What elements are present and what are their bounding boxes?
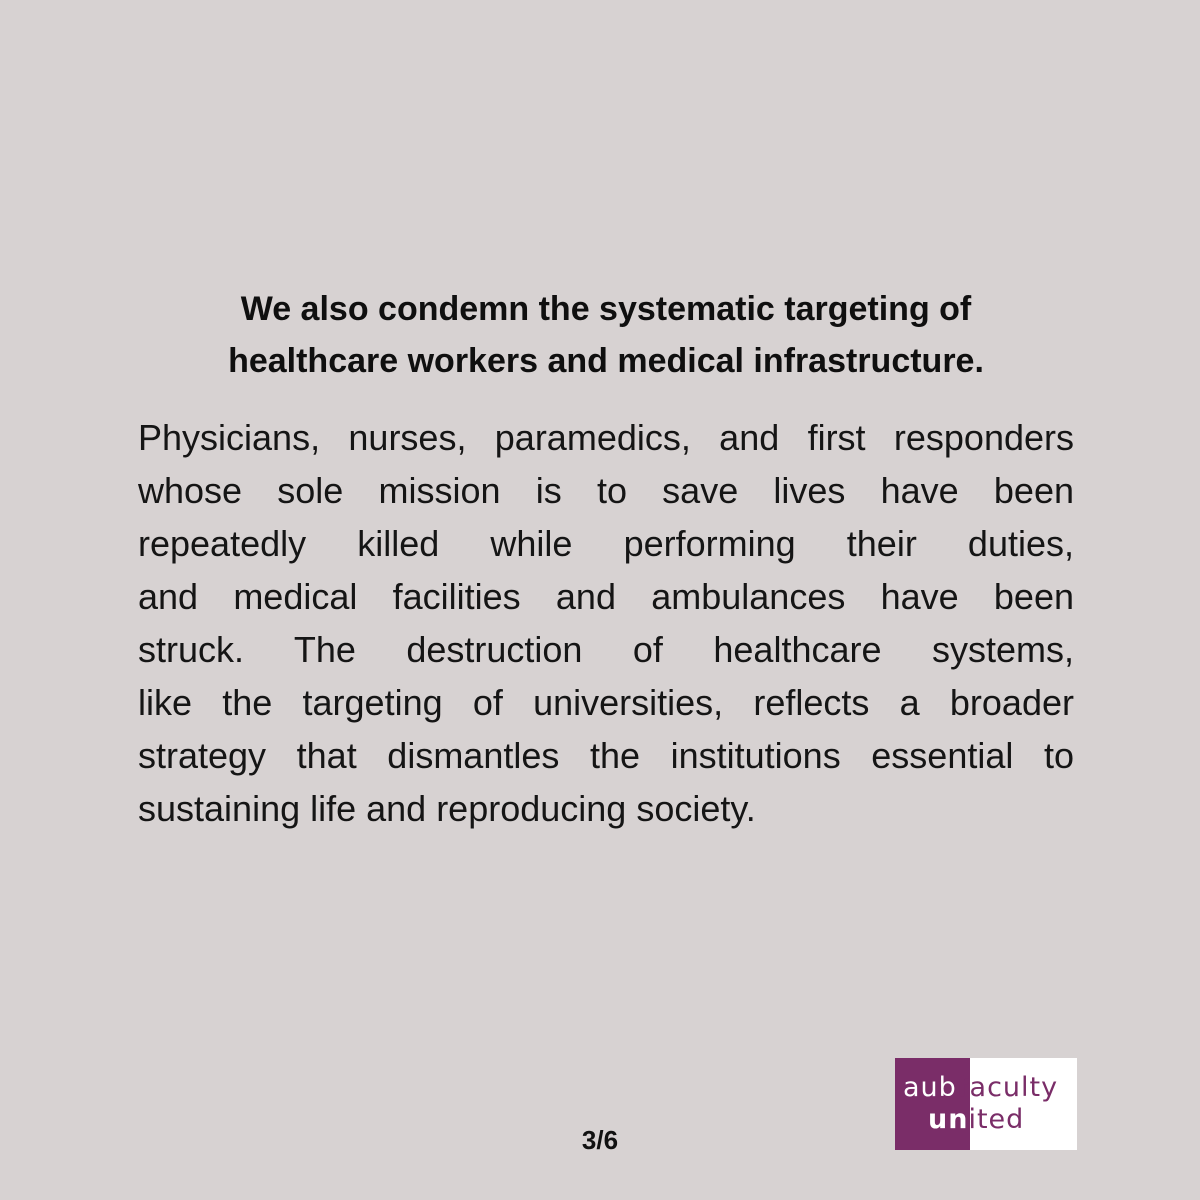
logo-text-ited: ited xyxy=(968,1104,1025,1135)
logo-text-un: un xyxy=(928,1104,969,1135)
logo-text-aub: aub xyxy=(903,1072,957,1103)
body-line: struck. The destruction of healthcare systems, xyxy=(138,629,1074,670)
body-line: Physicians, nurses, paramedics, and first responders xyxy=(138,417,1074,458)
headline-line: We also condemn the systematic targeting of xyxy=(240,290,972,328)
headline xyxy=(138,283,1074,387)
logo-line-bottom xyxy=(928,1104,1024,1135)
body-line: like the targeting of universities, reflects a broader xyxy=(138,682,1074,723)
body-line: repeatedly killed while performing their duties, xyxy=(138,523,1074,564)
body-line: whose sole mission is to save lives have been xyxy=(138,470,1074,511)
aub-faculty-united-logo xyxy=(895,1058,1077,1150)
headline-line: healthcare workers and medical infrastructure. xyxy=(228,342,984,380)
page-indicator: 3/6 xyxy=(581,1125,619,1155)
body-line: and medical facilities and ambulances have been xyxy=(138,576,1074,617)
post-content xyxy=(138,283,1074,835)
body-line: strategy that dismantles the institutions essential to xyxy=(138,735,1074,776)
logo-text-aculty: aculty xyxy=(969,1072,1059,1103)
logo-wordmark xyxy=(895,1058,1077,1150)
logo-text-f: f xyxy=(956,1072,970,1103)
logo-line-top xyxy=(903,1072,1058,1103)
body-line: sustaining life and reproducing society. xyxy=(138,788,756,829)
body-paragraph xyxy=(138,411,1074,835)
